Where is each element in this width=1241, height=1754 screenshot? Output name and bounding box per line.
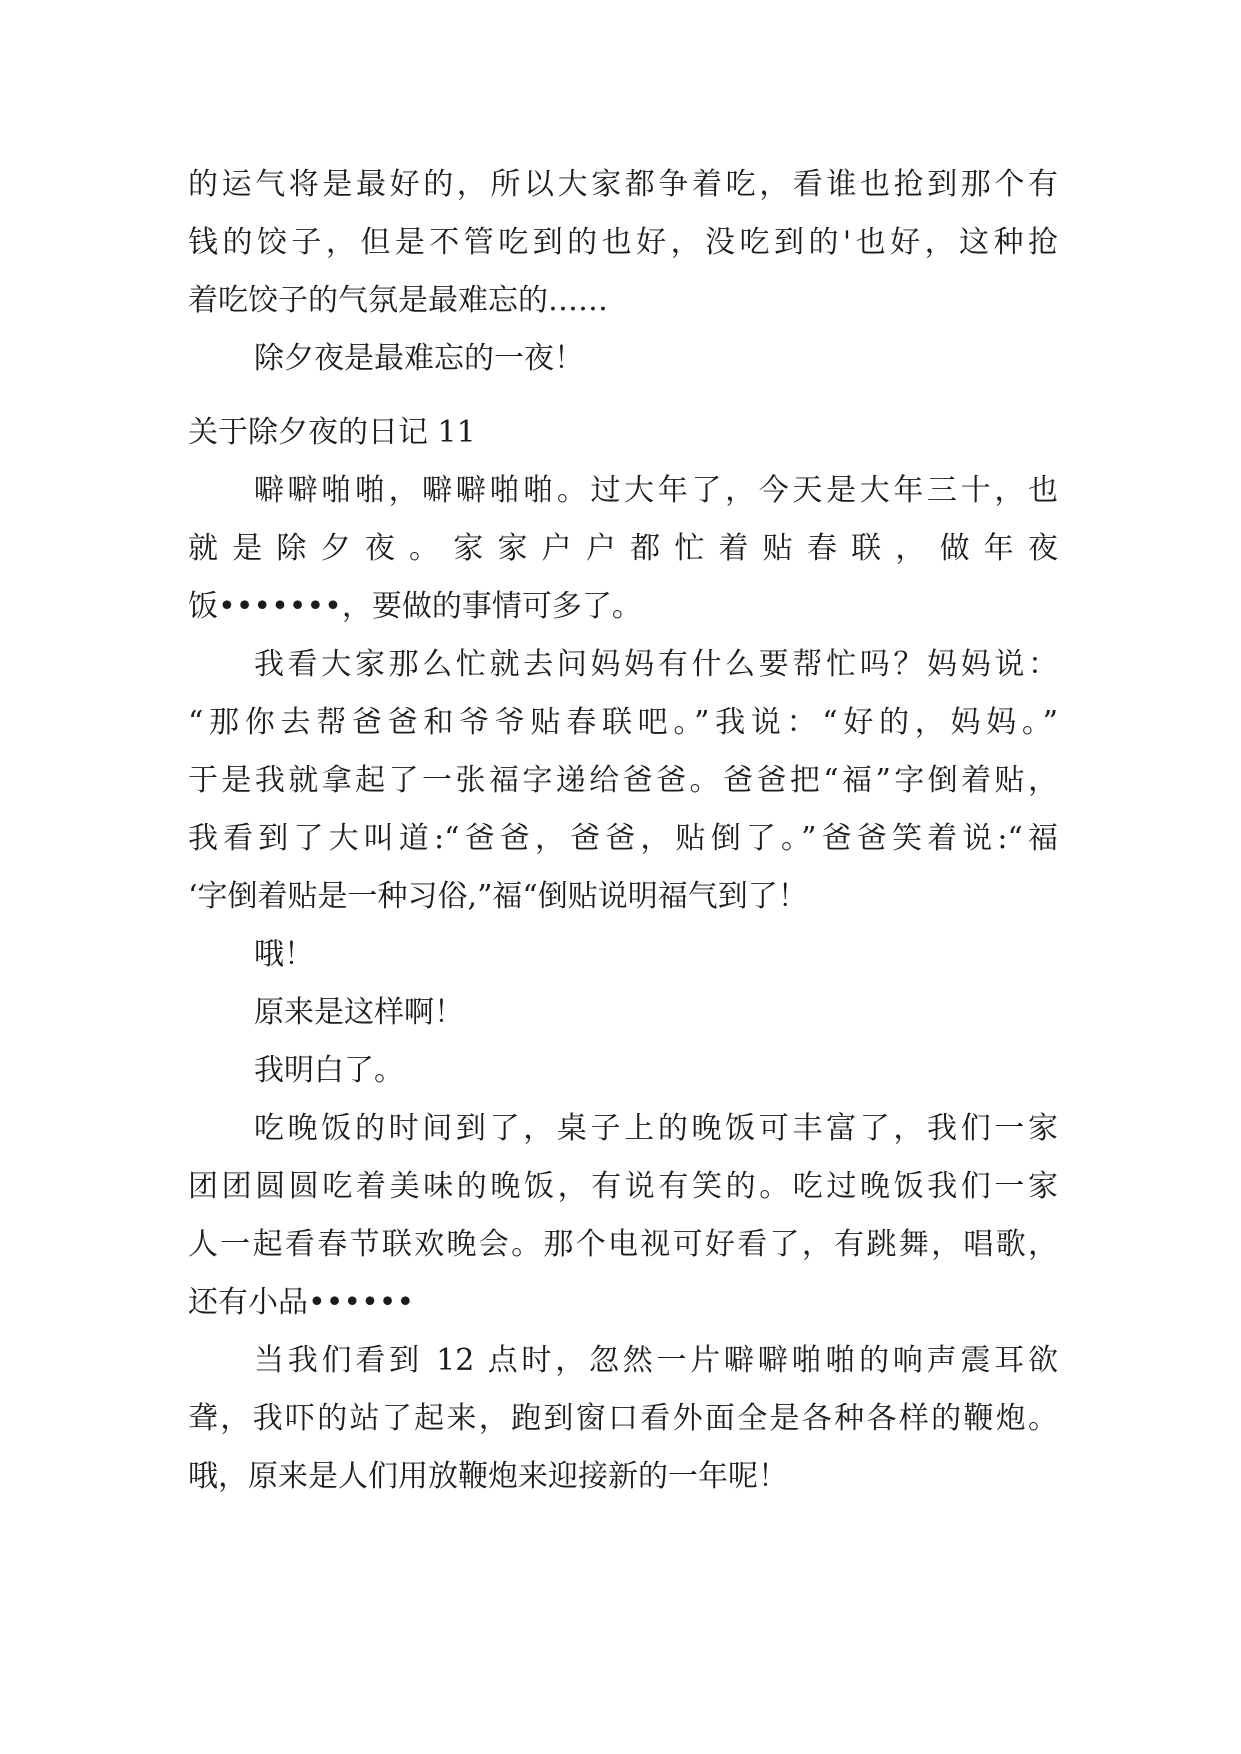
paragraph-line: 我看大家那么忙就去问妈妈有什么要帮忙吗？妈妈说：: [254, 647, 1058, 682]
paragraph-line: 饭•••••••，要做的事情可多了。: [188, 589, 642, 624]
paragraph-line: 哦，原来是人们用放鞭炮来迎接新的一年呢！: [188, 1459, 788, 1494]
paragraph-line: 我明白了。: [254, 1053, 404, 1088]
paragraph-line: 当我们看到 12 点时，忽然一片噼噼啪啪的响声震耳欲: [254, 1343, 1058, 1378]
section2-body: [188, 462, 1058, 1506]
section1-body: [188, 156, 1058, 388]
paragraph-line: 除夕夜是最难忘的一夜！: [254, 341, 584, 376]
paragraph-line: 团团圆圆吃着美味的晚饭，有说有笑的。吃过晚饭我们一家: [188, 1169, 1058, 1204]
diary-title: 关于除夕夜的日记 11: [188, 415, 476, 450]
paragraph-line: “那你去帮爸爸和爷爷贴春联吧。”我说：“好的，妈妈。”: [188, 705, 1058, 740]
paragraph-line: 还有小品••••••: [188, 1285, 415, 1320]
paragraph-line: 我看到了大叫道:“爸爸，爸爸，贴倒了。”爸爸笑着说:“福: [188, 821, 1058, 856]
paragraph-line: 的运气将是最好的，所以大家都争着吃，看谁也抢到那个有: [188, 167, 1058, 202]
paragraph-line: ‘字倒着贴是一种习俗,”福“倒贴说明福气到了！: [188, 879, 808, 914]
paragraph-line: 聋，我吓的站了起来，跑到窗口看外面全是各种各样的鞭炮。: [188, 1401, 1058, 1436]
paragraph-line: 原来是这样啊！: [254, 995, 464, 1030]
paragraph-line: 哦！: [254, 937, 314, 972]
paragraph-line: 就 是 除 夕 夜 。 家 家 户 户 都 忙 着 贴 春 联 ， 做 年 夜: [188, 531, 1058, 566]
paragraph-line: 钱的饺子，但是不管吃到的也好，没吃到的'也好，这种抢: [188, 225, 1058, 260]
paragraph-line: 人一起看春节联欢晚会。那个电视可好看了，有跳舞，唱歌，: [188, 1227, 1058, 1262]
paragraph-line: 噼噼啪啪，噼噼啪啪。过大年了，今天是大年三十，也: [254, 473, 1058, 508]
paragraph-line: 于是我就拿起了一张福字递给爸爸。爸爸把“福”字倒着贴，: [188, 763, 1058, 798]
paragraph-line: 吃晚饭的时间到了，桌子上的晚饭可丰富了，我们一家: [254, 1111, 1058, 1146]
paragraph-line: 着吃饺子的气氛是最难忘的……: [188, 283, 608, 318]
